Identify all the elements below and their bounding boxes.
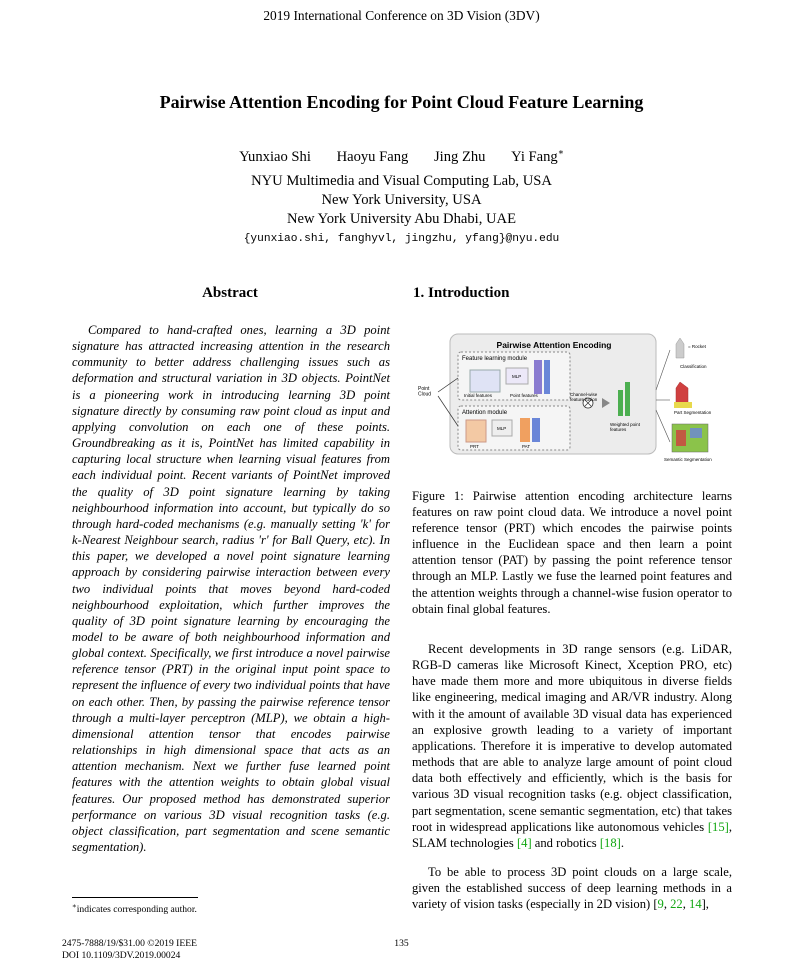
citation-link[interactable]: 14	[689, 897, 702, 912]
footnote-rule	[72, 897, 198, 898]
footnote: ∗indicates corresponding author.	[72, 902, 197, 916]
semantic-segmentation-label: Semantic Segmentation	[664, 457, 712, 462]
figure-caption: Figure 1: Pairwise attention encoding architecture learns features on raw point cloud data. We introduce a novel point reference tensor (PRT) which encodes the pairwise points influence in the Euclidean space and then learn a point attention tensor (PAT) by passing the point reference tensor through an MLP. Lastly we fuse the learned point features and the attention weights through a channel-wise fusion operator to obtain final global features.	[412, 489, 732, 616]
weighted-feature-bar	[618, 390, 623, 416]
prt-label: PRT	[470, 444, 479, 449]
affiliation: New York University, USA	[321, 192, 482, 208]
introduction-heading: 1. Introduction	[413, 285, 510, 301]
mlp-label-top: MLP	[512, 374, 522, 379]
prt-block	[466, 420, 486, 442]
figure-title: Pairwise Attention Encoding	[496, 340, 612, 350]
weighted-features-label: Weighted point features	[610, 422, 640, 432]
pat-label: PAT	[522, 444, 531, 449]
point-features-bar	[534, 360, 542, 394]
pat-block	[532, 418, 540, 442]
author-name: Haoyu Fang	[336, 148, 409, 165]
initial-features-label: Initial features	[464, 393, 493, 398]
initial-features-block	[470, 370, 500, 392]
citation-link[interactable]: [18]	[599, 835, 621, 850]
affiliation: New York University Abu Dhabi, UAE	[286, 211, 517, 227]
author-list	[0, 147, 803, 166]
pat-block	[520, 418, 530, 442]
doi-line: DOI 10.1109/3DV.2019.00024	[62, 949, 181, 961]
abstract-heading: Abstract	[202, 285, 258, 301]
citation-link[interactable]: 9	[657, 897, 664, 912]
author-name: Yi Fang∗	[511, 147, 564, 165]
abstract-text: Compared to hand-crafted ones, learning a 3D point signature has attracted increasing attention in the research community to better address challenging issues such as deformation and structural variation in 3D objects. PointNet is a pioneering work in introducing learning 3D point signature directly by consuming raw point cloud as input and applying convolution on each one of these points. Groundbreaking as it is, PointNet has limited capability in capturing local structure when learning visual features from each individual point. Recent variants of PointNet improved the quality of 3D point signature learning by taking neighbourhood information into account, but typically do so through hard-coded mechanisms (e.g. manually setting 'k' for k-Nearest Neighbour search, radius 'r' for Ball Query, etc). In this paper, we developed a novel point signature learning approach by considering pairwise interaction between every two individual points that moves beyond hard-coded neighbourhood exploitation, which further improves the quality of 3D point signature learning by encouraging the model to be aware of both neighbourhood information and global context. Specifically, we first introduce a novel pairwise reference tensor (PRT) in the original input point space to represent the influence of every two individual points that have on each other. Then, by passing the pairwise reference tensor through a multi-layer perceptron (MLP), we obtain a high-dimensional attention tensor that encodes pairwise relationships in high dimensional space that acts as an attention mechanism. Next we further fuse learned point features with the attention weights to obtain global visual features. Our proposed method has demonstrated superior performance on various 3D visual recognition tasks (e.g. object classification, part segmentation and scene semantic segmentation).	[72, 323, 390, 854]
rocket-label: = Rocket	[688, 344, 706, 349]
weighted-feature-bar	[625, 382, 630, 416]
part-segmentation-label: Part Segmentation	[674, 410, 712, 415]
fusion-label: Channel-wise feature fusion	[570, 392, 598, 402]
affiliation: NYU Multimedia and Visual Computing Lab, USA	[251, 173, 552, 189]
part-segmentation-base	[674, 402, 692, 408]
mlp-label-bottom: MLP	[497, 426, 507, 431]
output-arrow	[656, 410, 670, 442]
author-emails: {yunxiao.shi, fanghyvl, jingzhu, yfang}@nyu.edu	[243, 233, 560, 245]
intro-paragraph-2: To be able to process 3D point clouds on a large scale, given the established success of deep learning methods in a variety of vision tasks (especially in 2D vision) [9, 22, 14],	[412, 865, 732, 912]
attention-module-label: Attention module	[462, 410, 508, 416]
author-name: Jing Zhu	[433, 148, 486, 165]
figure-1-architecture	[412, 330, 732, 480]
rocket-icon	[676, 338, 684, 358]
issn-line: 2475-7888/19/$31.00 ©2019 IEEE	[62, 938, 197, 949]
intro-paragraph-1: Recent developments in 3D range sensors (e.g. LiDAR, RGB-D cameras like Microsoft Kinect, Xception PRO, etc) have made them more and more ubiquitous in diverse fields like engineering, medical imaging and AR/VR industry. Along with it the amount of available 3D visual data has experienced an explosive growth leading to a variety of important applications. Therefore it is imperative to develop automated methods that are able to analyze large amount of point cloud data both effectively and efficiently, which is the basis for various 3D visual recognition tasks (e.g. object classification, part segmentation, scene semantic segmentation, etc) that takes root in widespread applications like autonomous vehicles [15], SLAM technologies [4] and robotics [18].	[412, 642, 732, 850]
corresponding-mark: ∗	[557, 147, 564, 157]
paper-title: Pairwise Attention Encoding for Point Cloud Feature Learning	[159, 92, 644, 112]
point-features-label: Point features	[510, 393, 538, 398]
output-arrow	[656, 350, 670, 390]
point-cloud-label: Point Cloud	[418, 386, 432, 398]
citation-link[interactable]: 22	[670, 897, 683, 912]
page-number: 135	[394, 938, 409, 949]
citation-link[interactable]: [4]	[516, 835, 532, 850]
conference-header: 2019 International Conference on 3D Vision (3DV)	[263, 8, 540, 23]
part-segmentation-icon	[676, 382, 688, 404]
citation-link[interactable]: [15]	[707, 819, 729, 834]
classification-label: Classification	[680, 364, 707, 369]
feature-learning-label: Feature learning module	[462, 356, 528, 362]
author-name: Yunxiao Shi	[239, 148, 311, 165]
point-features-bar	[544, 360, 550, 394]
